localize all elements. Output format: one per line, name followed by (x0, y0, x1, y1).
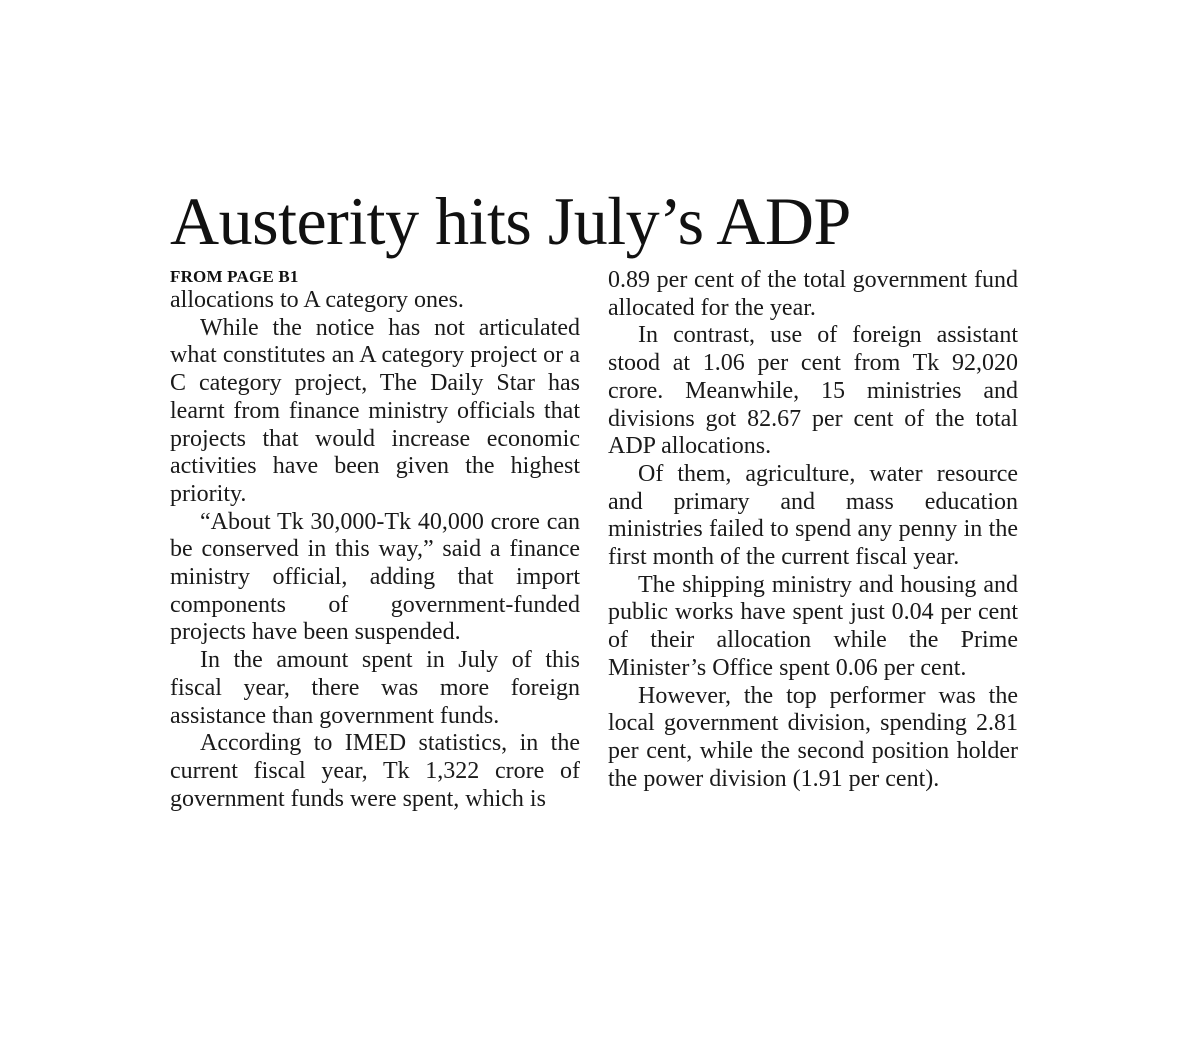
paragraph: In contrast, use of foreign assistant stood at 1.06 per cent from Tk 92,020 crore. Meanwhile, 15 ministries and divisions got 82.67 per cent of the total ADP allocations. (608, 322, 1018, 460)
news-article (170, 183, 1020, 887)
article-body (170, 267, 1020, 887)
paragraph: In the amount spent in July of this fiscal year, there was more foreign assistance than government funds. (170, 647, 580, 729)
paragraph: Of them, agriculture, water resource and primary and mass education ministries failed to spend any penny in the first month of the current fiscal year. (608, 460, 1018, 571)
paragraph-continuation: 0.89 per cent of the total government fund allocated for the year. (608, 267, 1018, 321)
headline: Austerity hits July’s ADP (170, 183, 851, 259)
paragraph: The shipping ministry and housing and public works have spent just 0.04 per cent of their allocation while the Prime Minister’s Office spent 0.06 per cent. (608, 571, 1018, 681)
jump-label: FROM PAGE B1 (170, 267, 299, 286)
left-column (170, 267, 580, 813)
paragraph-continuation: allocations to A category ones. (170, 287, 464, 313)
right-column (608, 267, 1018, 793)
paragraph: However, the top performer was the local government division, spending 2.81 per cent, while the second position holder the power division (1.91 per cent). (608, 682, 1018, 792)
paragraph: While the notice has not articulated what constitutes an A category project or a C category project, The Daily Star has learnt from finance ministry officials that projects that would increase economic activities have been given the highest priority. (170, 314, 580, 507)
paragraph: According to IMED statistics, in the current fiscal year, Tk 1,322 crore of government funds were spent, which is (170, 730, 580, 812)
paragraph: “About Tk 30,000-Tk 40,000 crore can be conserved in this way,” said a finance ministry official, adding that import components of government-funded projects have been suspended. (170, 508, 580, 646)
